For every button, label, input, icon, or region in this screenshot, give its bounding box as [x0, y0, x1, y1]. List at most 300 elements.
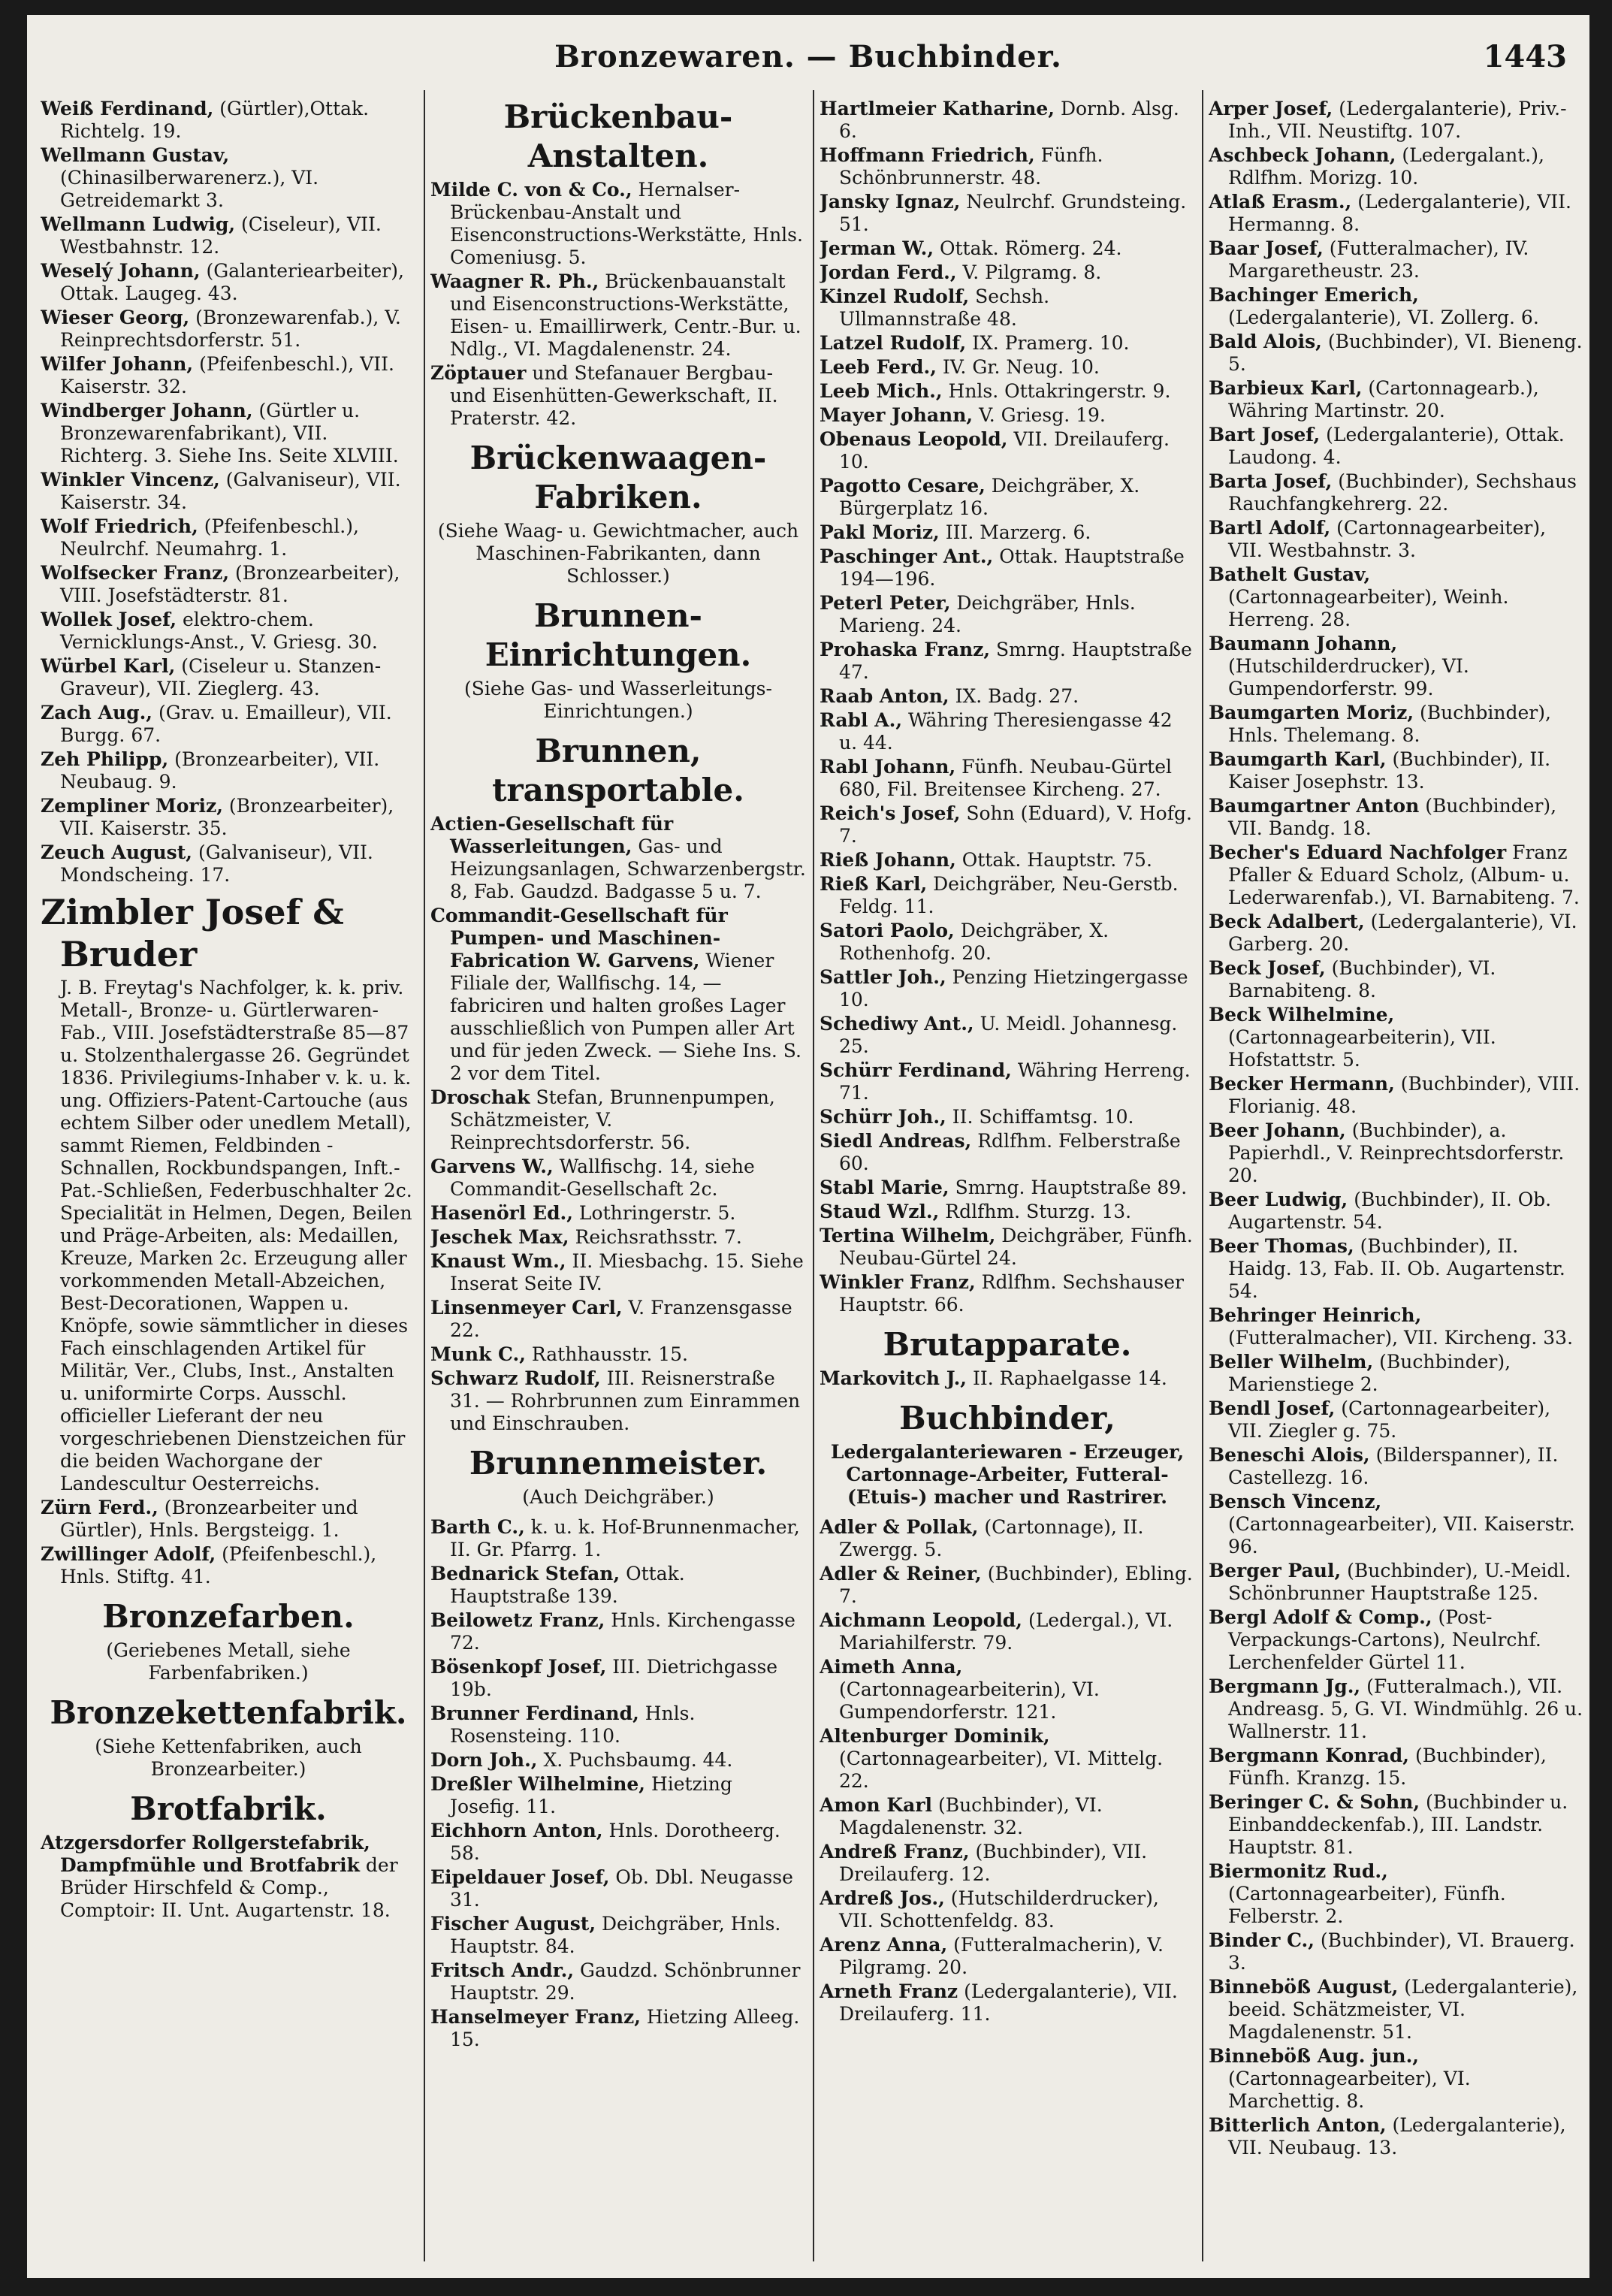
entry-name: Droschak: [430, 1086, 530, 1108]
entry-text: Ottak. Hauptstr. 75.: [961, 849, 1152, 871]
entry-text: (Bronzearbeiter), VII. Kaiserstr. 35.: [60, 795, 394, 839]
entry-name: Rieß Johann,: [820, 849, 956, 871]
entry-text: Reichsrathsstr. 7.: [575, 1226, 742, 1248]
entry-name: Bathelt Gustav,: [1209, 563, 1371, 585]
entry-name: Binder C.,: [1209, 1929, 1315, 1951]
directory-entry: [820, 1934, 1195, 1979]
directory-entry: [430, 270, 806, 361]
entry-name: Wellmann Ludwig,: [41, 213, 236, 235]
directory-entry: [41, 469, 416, 514]
directory-entry: [820, 1656, 1195, 1724]
entry-list: [820, 98, 1195, 1316]
entry-name: Aimeth Anna,: [820, 1656, 963, 1678]
directory-entry: [1209, 1304, 1584, 1349]
directory-entry: [41, 400, 416, 467]
entry-text: Sohn (Eduard), V. Hofg. 7.: [839, 802, 1192, 847]
directory-entry: [430, 1913, 806, 1958]
section-heading: Brutapparate.: [883, 1326, 1132, 1363]
entry-text: (Ledergalanterie), VI. Garberg. 20.: [1228, 911, 1577, 955]
entry-text: Penzing Hietzingergasse 10.: [839, 966, 1188, 1011]
entry-text: Lothringerstr. 5.: [578, 1202, 736, 1224]
entry-text: (Cartonnagearbeiter), VII. Ziegler g. 75.: [1228, 1397, 1551, 1442]
entry-name: Sattler Joh.,: [820, 966, 946, 988]
entry-name: Staud Wzl.,: [820, 1201, 940, 1222]
entry-name: Bachinger Emerich,: [1209, 284, 1419, 306]
entry-name: Eipeldauer Josef,: [430, 1866, 610, 1888]
entry-name: Baumgarth Karl,: [1209, 748, 1387, 770]
entry-name: Bendl Josef,: [1209, 1397, 1336, 1419]
directory-entry: [820, 380, 1195, 403]
directory-entry: [820, 285, 1195, 331]
cross-reference-note: (Siehe Kettenfabriken, auch Bronzearbeiter.): [95, 1736, 362, 1780]
directory-entry: [820, 592, 1195, 637]
entry-name: Winkler Vincenz,: [41, 469, 220, 491]
entry-text: Hnls. Kirchengasse 72.: [450, 1609, 795, 1654]
entry-name: Bensch Vincenz,: [1209, 1491, 1382, 1512]
directory-entry: [1209, 98, 1584, 143]
entry-text: (Ledergal.), VI. Mariahilferstr. 79.: [839, 1609, 1173, 1654]
directory-entry: [1209, 424, 1584, 469]
section-heading: Bronzefarben.: [102, 1598, 355, 1635]
entry-name: Commandit-Gesellschaft für Pumpen- und Maschinen-Fabrication W. Garvens,: [430, 905, 728, 971]
entry-name: Arneth Franz: [820, 1980, 958, 2002]
entry-name: Schediwy Ant.,: [820, 1013, 974, 1035]
entry-name: Obenaus Leopold,: [820, 428, 1008, 450]
entry-name: Hanselmeyer Franz,: [430, 2006, 641, 2028]
entry-text: II. Raphaelgasse 14.: [972, 1367, 1167, 1389]
entry-text: (Buchbinder), VI. Barnabiteng. 8.: [1228, 957, 1496, 1001]
directory-entry: [820, 428, 1195, 473]
entry-text: Ottak. Hauptstraße 194—196.: [839, 545, 1185, 590]
entry-text: (Buchbinder), Fünfh. Kranzg. 15.: [1228, 1745, 1547, 1789]
directory-entry: [41, 353, 416, 398]
entry-name: Bednarick Stefan,: [430, 1563, 620, 1585]
section-heading: Brückenbau-Anstalten.: [503, 98, 733, 174]
page-header: [27, 32, 1589, 84]
entry-name: Milde C. von & Co.,: [430, 179, 632, 201]
directory-entry: [41, 655, 416, 700]
directory-entry: [1209, 1860, 1584, 1928]
directory-entry: [820, 1013, 1195, 1058]
entry-name: Baar Josef,: [1209, 237, 1324, 259]
entry-name: Becher's Eduard Nachfolger: [1209, 841, 1507, 863]
entry-name: Beller Wilhelm,: [1209, 1351, 1374, 1373]
entry-text: Smrng. Hauptstraße 89.: [955, 1177, 1188, 1198]
cross-reference-note: (Siehe Gas- und Wasserleitungs-Einrichtungen.): [464, 678, 772, 722]
entry-name: Schürr Ferdinand,: [820, 1059, 1012, 1081]
entry-text: (Galanteriearbeiter), Ottak. Laugeg. 43.: [60, 260, 404, 304]
entry-text: Deichgräber, Hnls. Marieng. 24.: [839, 592, 1136, 636]
section-heading: Brunnen, transportable.: [492, 733, 744, 808]
directory-entry: [430, 905, 806, 1085]
entry-text: (Ciseleur u. Stanzen-Graveur), VII. Zieglerg. 43.: [60, 655, 382, 699]
entry-text: Währing Theresiengasse 42 u. 44.: [839, 709, 1173, 754]
directory-entry: [430, 2006, 806, 2051]
entry-name: Munk C.,: [430, 1343, 526, 1365]
entry-list: [430, 813, 806, 1435]
entry-text: V. Pilgramg. 8.: [962, 261, 1102, 283]
entry-name: Andreß Franz,: [820, 1841, 970, 1862]
entry-name: Siedl Andreas,: [820, 1130, 972, 1152]
entry-text: (Futteralmacher), IV. Margaretheustr. 23.: [1228, 237, 1529, 282]
entry-text: (Bilderspanner), II. Castellezg. 16.: [1228, 1444, 1559, 1488]
entry-text: (Ledergalanterie), VII. Dreilauferg. 11.: [839, 1980, 1178, 2025]
entry-text: (Cartonnagearbeiter), VI. Mittelg. 22.: [839, 1748, 1164, 1792]
entry-name: Beringer C. & Sohn,: [1209, 1791, 1420, 1813]
directory-entry: [41, 1832, 416, 1922]
directory-entry: [430, 1156, 806, 1201]
directory-entry: [1209, 191, 1584, 236]
entry-name: Wolfsecker Franz,: [41, 562, 230, 584]
directory-entry: [430, 1866, 806, 1911]
directory-entry: [820, 521, 1195, 544]
entry-name: Satori Paolo,: [820, 920, 955, 941]
directory-entry: [1209, 470, 1584, 515]
entry-text: (Bronzearbeiter), VII. Neubaug. 9.: [60, 748, 380, 793]
entry-text: (Buchbinder), VI. Magdalenenstr. 32.: [839, 1794, 1103, 1838]
entry-name: Knaust Wm.,: [430, 1250, 566, 1272]
entry-text: (Cartonnagearbeiter), Fünfh. Felberstr. 2.: [1228, 1883, 1506, 1927]
directory-entry: [41, 260, 416, 305]
directory-entry: [820, 261, 1195, 284]
entry-text: Stefan, Brunnenpumpen, Schätzmeister, V. Reinprechtsdorferstr. 56.: [450, 1086, 775, 1153]
entry-name: Waagner R. Ph.,: [430, 270, 599, 292]
directory-entry-zimbler: [41, 891, 416, 1495]
directory-entry: [1209, 1560, 1584, 1605]
entry-text: (Buchbinder), VIII. Florianig. 48.: [1228, 1073, 1580, 1117]
entry-name: Beer Johann,: [1209, 1119, 1346, 1141]
directory-entry: [820, 404, 1195, 427]
directory-entry: [41, 609, 416, 654]
entry-text: Franz Pfaller & Eduard Scholz, (Album- u. Lederwarenfab.), VI. Barnabiteng. 7.: [1228, 841, 1580, 908]
column-rule: [813, 90, 814, 2261]
entry-text: (Buchbinder), VII. Dreilauferg. 12.: [839, 1841, 1148, 1885]
entry-text: Ob. Dbl. Neugasse 31.: [450, 1866, 793, 1911]
entry-name: Jeschek Max,: [430, 1226, 569, 1248]
directory-entry: [430, 1202, 806, 1225]
entry-name: Beck Josef,: [1209, 957, 1326, 979]
directory-entry: [430, 1609, 806, 1654]
entry-name: Dreßler Wilhelmine,: [430, 1773, 645, 1795]
entry-list: [430, 1516, 806, 2051]
entry-name: Actien-Gesellschaft für Wasserleitungen,: [430, 813, 674, 857]
entry-name: Biermonitz Rud.,: [1209, 1860, 1388, 1882]
directory-entry: [820, 98, 1195, 143]
directory-entry: [1209, 284, 1584, 329]
directory-entry: [430, 1749, 806, 1772]
entry-name: Rabl A.,: [820, 709, 903, 731]
entry-text: (Buchbinder), Marienstiege 2.: [1228, 1351, 1511, 1395]
entry-name: Barbieux Karl,: [1209, 377, 1363, 399]
cross-reference-note: (Siehe Waag- u. Gewichtmacher, auch Maschinen-Fabrikanten, dann Schlosser.): [437, 520, 799, 587]
entry-list: [820, 1516, 1195, 2026]
directory-entry: [820, 1609, 1195, 1654]
entry-name: Zempliner Moriz,: [41, 795, 223, 817]
entry-text: Hietzing Alleeg. 15.: [450, 2006, 800, 2050]
directory-entry: [1209, 1675, 1584, 1743]
directory-entry: [1209, 1745, 1584, 1790]
entry-text: (Ledergalant.), Rdlfhm. Morizg. 10.: [1228, 144, 1544, 189]
directory-entry: [430, 1343, 806, 1366]
entry-text: Rathhausstr. 15.: [531, 1343, 688, 1365]
entry-text: III. Reisnerstraße 31. — Rohrbrunnen zum Einrammen und Einschrauben.: [450, 1367, 801, 1434]
entry-name: Garvens W.,: [430, 1156, 554, 1177]
entry-text: V. Franzensgasse 22.: [450, 1297, 792, 1341]
section-subheading: Ledergalanteriewaren - Erzeuger, Cartonnage-Arbeiter, Futteral- (Etuis-) macher und Rastrirer.: [830, 1441, 1185, 1508]
directory-entry: [430, 1250, 806, 1295]
directory-entry: [1209, 1119, 1584, 1187]
entry-text: Deichgräber, X. Rothenhofg. 20.: [839, 920, 1109, 964]
running-header: Bronzewaren. — Buchbinder.: [554, 39, 1062, 74]
entry-name: Baumann Johann,: [1209, 633, 1398, 654]
directory-entry: [1209, 1929, 1584, 1974]
entry-name: Atlaß Erasm.,: [1209, 191, 1352, 213]
entry-name: Wollek Josef,: [41, 609, 177, 630]
entry-text: II. Miesbachg. 15. Siehe Inserat Seite IV.: [450, 1250, 804, 1295]
directory-entry: [820, 1516, 1195, 1561]
directory-entry: [41, 144, 416, 212]
entry-text: (Cartonnagearb.), Währing Martinstr. 20.: [1228, 377, 1539, 421]
entry-name: Würbel Karl,: [41, 655, 176, 677]
entry-text: Fünfh. Schönbrunnerstr. 48.: [839, 144, 1103, 189]
entry-text: elektro-chem. Vernicklungs-Anst., V. Griesg. 30.: [60, 609, 378, 653]
entry-name: Zeh Philipp,: [41, 748, 169, 770]
entry-text: Wiener Filiale der, Wallfischg. 14, — fabriciren und halten großes Lager ausschließlich von Pumpen aller Art und für jeden Zweck. — Siehe Ins. S. 2 vor dem Titel.: [450, 950, 801, 1084]
entry-name: Arenz Anna,: [820, 1934, 948, 1956]
directory-entry: [1209, 1235, 1584, 1303]
entry-name: Behringer Heinrich,: [1209, 1304, 1422, 1326]
entry-text: (Grav. u. Emailleur), VII. Burgg. 67.: [60, 702, 392, 746]
column-rule: [424, 90, 425, 2261]
directory-entry: [430, 1297, 806, 1342]
entry-name: Windberger Johann,: [41, 400, 253, 421]
entry-text: Deichgräber, Neu-Gerstb. Feldg. 11.: [839, 873, 1179, 917]
entry-name: Bergmann Jg.,: [1209, 1675, 1361, 1697]
directory-entry: [820, 1367, 1195, 1390]
entry-name: Beck Wilhelmine,: [1209, 1004, 1395, 1026]
entry-name: Pakl Moriz,: [820, 521, 940, 543]
directory-entry: [430, 362, 806, 430]
entry-name: Hoffmann Friedrich,: [820, 144, 1035, 166]
entry-text: (Buchbinder), II. Ob. Augartenstr. 54.: [1228, 1189, 1552, 1233]
entry-text: Sechsh. Ullmannstraße 48.: [839, 285, 1050, 330]
entry-name: Arper Josef,: [1209, 98, 1333, 119]
entry-name: Jansky Ignaz,: [820, 191, 961, 213]
directory-entry: [820, 1177, 1195, 1199]
entry-name: Wieser Georg,: [41, 307, 190, 328]
entry-name: Hartlmeier Katharine,: [820, 98, 1055, 119]
entry-name: Altenburger Dominik,: [820, 1725, 1050, 1747]
entry-name: Baumgartner Anton: [1209, 795, 1420, 817]
directory-entry: [1209, 1073, 1584, 1118]
entry-name: Bald Alois,: [1209, 331, 1322, 352]
entry-name: Latzel Rudolf,: [820, 332, 967, 354]
entry-text: (Cartonnagearbeiter), VI. Marchettig. 8.: [1228, 2068, 1471, 2112]
entry-text: (Buchbinder), a. Papierhdl., V. Reinprechtsdorferstr. 20.: [1228, 1119, 1565, 1186]
entry-text: U. Meidl. Johannesg. 25.: [839, 1013, 1178, 1057]
directory-entry: [820, 756, 1195, 801]
directory-entry: [820, 356, 1195, 379]
entry-text: III. Dietrichgasse 19b.: [450, 1656, 778, 1700]
section-heading: Brückenwaagen-Fabriken.: [469, 440, 767, 515]
entry-text: (Buchbinder), Sechshaus Rauchfangkehrerg. 22.: [1228, 470, 1577, 515]
entry-name: Fischer August,: [430, 1913, 596, 1935]
entry-name: Amon Karl: [820, 1794, 932, 1816]
directory-entry: [41, 702, 416, 747]
directory-entry: [1209, 2045, 1584, 2113]
entry-text: Smrng. Hauptstraße 47.: [839, 639, 1192, 683]
entry-text: Gaudzd. Schönbrunner Hauptstr. 29.: [450, 1959, 801, 2004]
entry-name: Weiß Ferdinand,: [41, 98, 214, 119]
entry-text: (Buchbinder u. Einbanddeckenfab.), III. Landstr. Hauptstr. 81.: [1228, 1791, 1568, 1858]
directory-entry: [41, 515, 416, 560]
page-number: 1443: [1483, 39, 1567, 74]
entry-text: (Ledergalanterie), Ottak. Laudong. 4.: [1228, 424, 1565, 468]
entry-name: Kinzel Rudolf,: [820, 285, 970, 307]
entry-name: Zwillinger Adolf,: [41, 1543, 216, 1565]
directory-entry: [820, 1563, 1195, 1608]
directory-entry: [1209, 1491, 1584, 1558]
entry-text: Fünfh. Neubau-Gürtel 680, Fil. Breitensee Kircheng. 27.: [839, 756, 1173, 800]
section-heading: Brunnen-Einrichtungen.: [485, 597, 752, 673]
entry-text: (Pfeifenbeschl.), Hnls. Stiftg. 41.: [60, 1543, 377, 1588]
directory-entry: [820, 191, 1195, 236]
directory-entry: [1209, 1791, 1584, 1859]
directory-entry: [820, 966, 1195, 1011]
entry-text: Rdlfhm. Felberstraße 60.: [839, 1130, 1181, 1174]
entry-name: Mayer Johann,: [820, 404, 974, 426]
entry-text: (Futteralmacher), VII. Kircheng. 33.: [1228, 1327, 1574, 1349]
directory-entry: [820, 1725, 1195, 1793]
directory-entry: [41, 841, 416, 887]
entry-text: Hernalser-Brückenbau-Anstalt und Eisenconstructions-Werkstätte, Hnls. Comeniusg. 5.: [450, 179, 803, 268]
entry-text: Deichgräber, X. Bürgerplatz 16.: [839, 475, 1140, 519]
entry-text: Rdlfhm. Sechshauser Hauptstr. 66.: [839, 1271, 1184, 1316]
directory-entry: [820, 1130, 1195, 1175]
directory-entry: [1209, 841, 1584, 909]
entry-text: (Bronzearbeiter), VIII. Josefstädterstr. 81.: [60, 562, 400, 606]
directory-entry: [430, 1086, 806, 1154]
directory-entry: [41, 795, 416, 840]
entry-text: Dornb. Alsg. 6.: [839, 98, 1179, 142]
directory-entry: [820, 545, 1195, 591]
entry-text: (Ledergalanterie), VII. Neubaug. 13.: [1228, 2114, 1566, 2159]
directory-entry: [430, 1516, 806, 1561]
directory-page: [27, 15, 1589, 2278]
directory-entry: [1209, 377, 1584, 422]
entry-text: und Stefanauer Bergbau- und Eisenhütten-Gewerkschaft, II. Praterstr. 42.: [450, 362, 778, 429]
directory-entry: [820, 802, 1195, 847]
directory-entry: [820, 1794, 1195, 1839]
directory-entry: [1209, 144, 1584, 189]
directory-entry: [1209, 1444, 1584, 1489]
entry-name: Hasenörl Ed.,: [430, 1202, 573, 1224]
entry-text: (Galvaniseur), VII. Mondscheing. 17.: [60, 841, 373, 886]
entry-text: Hnls. Rosensteing. 110.: [450, 1702, 696, 1747]
entry-text: (Bronzearbeiter und Gürtler), Hnls. Bergsteigg. 1.: [60, 1497, 358, 1541]
directory-entry: [430, 1563, 806, 1608]
entry-name: Beneschi Alois,: [1209, 1444, 1370, 1466]
entry-text: V. Griesg. 19.: [979, 404, 1106, 426]
entry-name: Zeuch August,: [41, 841, 192, 863]
entry-text: (Hutschilderdrucker), VII. Schottenfeldg. 83.: [839, 1887, 1159, 1932]
directory-entry: [1209, 702, 1584, 747]
section-heading: Buchbinder,: [899, 1400, 1115, 1437]
entry-text: X. Puchsbaumg. 44.: [543, 1749, 733, 1771]
entry-text: II. Schiffamtsg. 10.: [952, 1106, 1134, 1128]
entry-name: Adler & Reiner,: [820, 1563, 982, 1585]
column-4: [1209, 98, 1584, 2261]
directory-entry: [430, 1367, 806, 1435]
entry-text: Gas- und Heizungsanlagen, Schwarzenbergstr. 8, Fab. Gaudzd. Badgasse 5 u. 7.: [450, 835, 806, 902]
entry-text: (Cartonnagearbeiter), Weinh. Herreng. 28.: [1228, 586, 1509, 630]
entry-text: (Cartonnagearbeiter), VII. Westbahnstr. 3.: [1228, 517, 1547, 561]
entry-text: (Hutschilderdrucker), VI. Gumpendorferstr. 99.: [1228, 655, 1469, 699]
column-2: [430, 98, 806, 2261]
entry-name: Bösenkopf Josef,: [430, 1656, 607, 1678]
directory-entry: [820, 1225, 1195, 1270]
entry-list: [41, 98, 416, 887]
directory-entry: [430, 1226, 806, 1249]
entry-text: VII. Dreilauferg. 10.: [839, 428, 1170, 473]
directory-entry: [820, 1201, 1195, 1223]
entry-text: (Cartonnagearbeiterin), VI. Gumpendorferstr. 121.: [839, 1678, 1100, 1723]
entry-text: (Chinasilberwarenerz.), VI. Getreidemarkt 3.: [60, 167, 319, 211]
directory-entry: [1209, 1351, 1584, 1396]
directory-entry: [41, 98, 416, 143]
entry-name: Berger Paul,: [1209, 1560, 1342, 1582]
entry-list: [430, 179, 806, 430]
directory-entry: [41, 1543, 416, 1588]
entry-text: (Galvaniseur), VII. Kaiserstr. 34.: [60, 469, 401, 513]
directory-entry: [1209, 748, 1584, 793]
entry-text: (Buchbinder), Hnls. Thelemang. 8.: [1228, 702, 1551, 746]
entry-text: (Cartonnage), II. Zwergg. 5.: [839, 1516, 1144, 1560]
entry-text: IX. Badg. 27.: [955, 685, 1079, 707]
entry-text: IX. Pramerg. 10.: [972, 332, 1130, 354]
entry-name: Wolf Friedrich,: [41, 515, 198, 537]
entry-text: Ottak. Hauptstraße 139.: [450, 1563, 685, 1607]
entry-name: Dorn Joh.,: [430, 1749, 538, 1771]
entry-name: Eichhorn Anton,: [430, 1820, 603, 1841]
entry-text: (Pfeifenbeschl.), VII. Kaiserstr. 32.: [60, 353, 394, 397]
column-rule: [1202, 90, 1203, 2261]
entry-name: Beilowetz Franz,: [430, 1609, 605, 1631]
directory-entry: [820, 920, 1195, 965]
entry-text: Brückenbauanstalt und Eisenconstructions-Werkstätte, Eisen- u. Emaillirwerk, Centr.-Bur. u. Ndlg., VI. Magdalenenstr. 24.: [450, 270, 801, 360]
advertiser-name: Zimbler Josef & Bruder: [41, 892, 344, 974]
entry-name: Aichmann Leopold,: [820, 1609, 1022, 1631]
entry-name: Pagotto Cesare,: [820, 475, 986, 497]
entry-name: Beer Ludwig,: [1209, 1189, 1348, 1210]
directory-entry: [430, 1773, 806, 1818]
entry-text: J. B. Freytag's Nachfolger, k. k. priv. Metall-, Bronze- u. Gürtlerwaren-Fab., VIII. Josefstädterstraße 85—87 u. Stolzenthalergasse 26. Gegründet 1836. Privilegiums-Inhaber v. k. u. k. ung. Offiziers-Patent-Cartouche (aus echtem Silber oder unedlem Metall), sammt Riemen, Feldbinden - Schnallen, Rockbundspangen, Inft.-Pat.-Schließen, Federbuschhalter 2c. Specialität in Helmen, Degen, Beilen und Präge-Arbeiten, als: Medaillen, Kreuze, Marken 2c. Erzeugung aller vorkommenden Metall-Abzeichen, Best-Decorationen, Wappen u. Knöpfe, sowie sämmtlicher in dieses Fach einschlagenden Artikel für Militär, Ver., Clubs, Inst., Anstalten u. uniformirte Corps. Ausschl. officieller Lieferant der neu vorgeschriebenen Dienstzeichen für die beiden Wachorgane der Landescultur Oesterreichs.: [60, 977, 412, 1494]
entry-name: Binneböß Aug. jun.,: [1209, 2045, 1420, 2067]
entry-name: Zach Aug.,: [41, 702, 153, 724]
directory-entry: [820, 237, 1195, 260]
entry-text: (Cartonnagearbeiterin), VII. Hofstattstr. 5.: [1228, 1026, 1496, 1071]
directory-entry: [1209, 237, 1584, 282]
directory-entry: [430, 813, 806, 903]
directory-entry: [820, 1887, 1195, 1932]
entry-list: [41, 1497, 416, 1588]
cross-reference-note: (Geriebenes Metall, siehe Farbenfabriken.): [106, 1639, 351, 1684]
entry-text: (Bronzewarenfab.), V. Reinprechtsdorferstr. 51.: [60, 307, 401, 351]
directory-entry: [820, 639, 1195, 684]
entry-name: Bergl Adolf & Comp.,: [1209, 1606, 1432, 1628]
directory-entry: [41, 307, 416, 352]
entry-name: Leeb Mich.,: [820, 380, 943, 402]
